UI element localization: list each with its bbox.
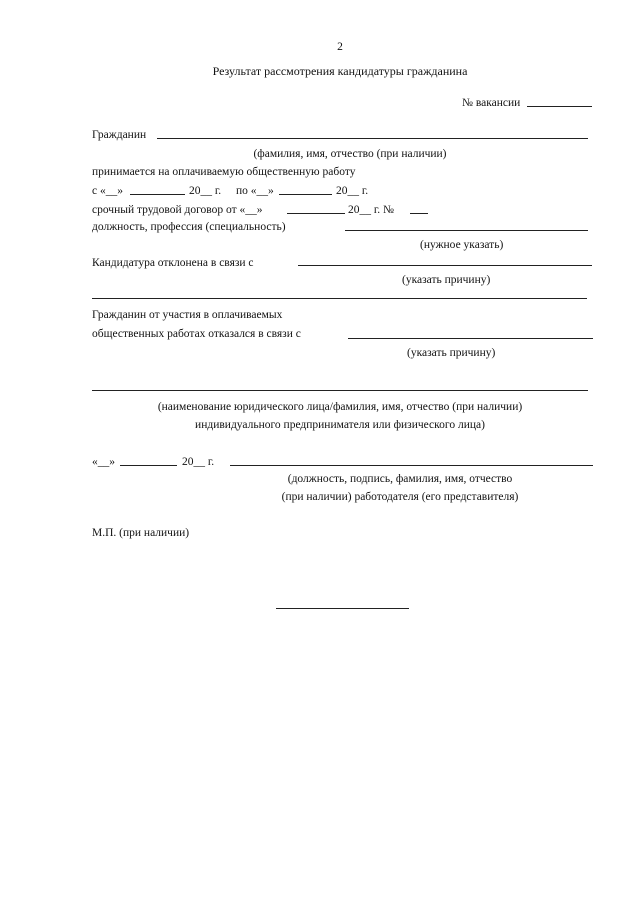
period-year1: 20__ г. [189,185,222,197]
period-to-month-field[interactable] [279,194,332,195]
employer-hint-1: (наименование юридического лица/фамилия, имя, отчество (при наличии) [157,401,523,413]
vacancy-label: № вакансии [462,97,521,109]
vacancy-field[interactable] [527,106,592,107]
reason-hint-2: (указать причину) [407,347,496,359]
employer-hint-2: индивидуального предпринимателя или физического лица) [195,419,485,431]
contract-label: срочный трудовой договор от «__» [92,204,263,216]
rejected-reason-field[interactable] [298,265,592,266]
form-title: Результат рассмотрения кандидатуры гражданина [212,64,468,78]
sign-hint-1: (должность, подпись, фамилия, имя, отчество [287,473,513,485]
period-from-month-field[interactable] [130,194,185,195]
accepted-line: принимается на оплачиваемую общественную работу [92,166,356,178]
refused-line-2: общественных работах отказался в связи с [92,328,301,340]
rejected-label: Кандидатура отклонена в связи с [92,257,254,269]
refused-line-1: Гражданин от участия в оплачиваемых [92,309,283,321]
signature-field[interactable] [230,465,593,466]
sign-hint-2: (при наличии) работодателя (его представителя) [281,491,519,503]
position-label: должность, профессия (специальность) [92,221,286,233]
citizen-label: Гражданин [92,129,147,141]
period-year2: 20__ г. [336,185,369,197]
refused-reason-field[interactable] [348,338,593,339]
sign-year: 20__ г. [182,456,215,468]
page-number: 2 [337,41,343,53]
stamp-label: М.П. (при наличии) [92,527,190,539]
period-to: по «__» [236,185,274,197]
sign-month-field[interactable] [120,465,177,466]
reason-hint-1: (указать причину) [402,274,491,286]
period-from: с «__» [92,185,123,197]
position-field[interactable] [345,230,588,231]
sign-day: «__» [92,456,115,468]
contract-number-field[interactable] [410,213,428,214]
contract-year: 20__ г. № [348,204,395,216]
closing-rule [276,608,409,609]
fio-hint: (фамилия, имя, отчество (при наличии) [253,148,447,160]
employer-name-field[interactable] [92,390,588,391]
rejected-reason-field-2[interactable] [92,298,587,299]
position-hint: (нужное указать) [420,239,504,251]
citizen-name-field[interactable] [157,138,588,139]
contract-month-field[interactable] [287,213,345,214]
